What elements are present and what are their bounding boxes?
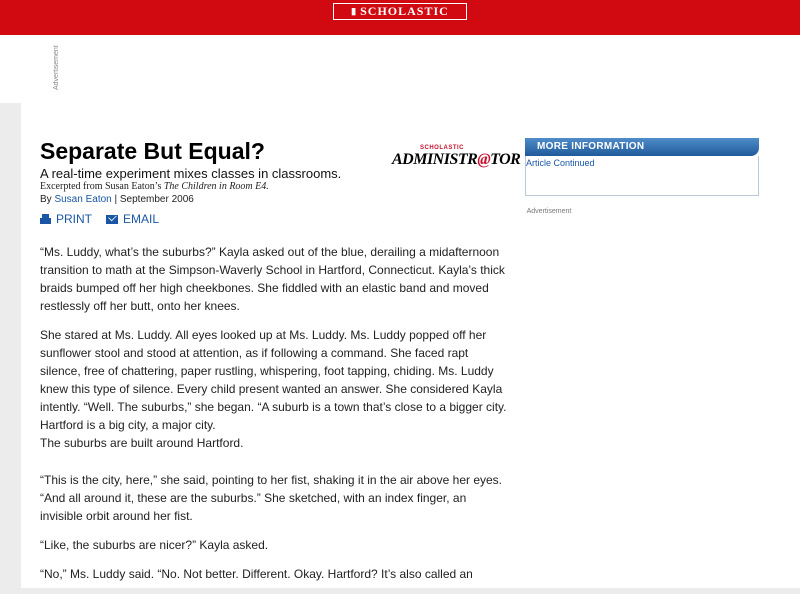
administrator-logo-small: SCHOLASTIC <box>420 145 464 151</box>
logo-part-a: ADMINISTR <box>392 151 478 168</box>
paragraph: “Ms. Luddy, what’s the suburbs?” Kayla asked out of the blue, derailing a midafternoon transition to math at the Simpson-Waverly School in Hartford, Connecticut. Kayla’s thick braids bumped off her high cheekbones. She fiddled with an elastic band and moved restlessly off her butt, onto her knees. <box>40 245 505 313</box>
logo-part-b: TOR <box>490 151 521 168</box>
paragraph: “No,” Ms. Luddy said. “No. Not better. Different. Okay. Hartford? It’s also called an <box>40 567 473 581</box>
article-date: | September 2006 <box>111 194 194 205</box>
print-button[interactable] <box>40 212 92 226</box>
author-link[interactable]: Susan Eaton <box>54 194 112 205</box>
top-bar <box>0 0 800 35</box>
article-deck: A real-time experiment mixes classes in classrooms. <box>40 166 342 181</box>
book-icon: ▮ <box>351 6 358 16</box>
byline <box>40 194 194 205</box>
logo-text: SCHOLASTIC <box>360 4 449 18</box>
excerpt-book: The Children in Room E4. <box>163 181 269 192</box>
ad-band <box>0 35 800 103</box>
email-label: EMAIL <box>123 212 160 226</box>
excerpt-prefix: Excerpted from Susan Eaton’s <box>40 181 164 192</box>
article-tools <box>40 212 159 226</box>
logo-at: @ <box>477 151 491 168</box>
sidebar-ad-label: Advertisement <box>526 208 572 215</box>
administrator-logo <box>392 145 521 173</box>
ad-label-vertical: Advertisement <box>53 45 60 91</box>
paragraph: The suburbs are built around Hartford. <box>40 436 244 450</box>
print-label: PRINT <box>56 212 92 226</box>
email-button[interactable] <box>106 212 159 226</box>
sidebar <box>525 138 759 215</box>
article-title: Separate But Equal? <box>40 138 265 164</box>
administrator-logo-wordmark <box>392 151 520 169</box>
printer-icon <box>40 214 51 224</box>
more-info-header: MORE INFORMATION <box>525 138 759 156</box>
article-continued-link[interactable]: Article Continued <box>526 158 595 168</box>
article-body <box>40 243 510 594</box>
paragraph: “Like, the suburbs are nicer?” Kayla asked. <box>40 538 269 552</box>
excerpt-note <box>40 181 269 192</box>
paragraph: “This is the city, here,” she said, pointing to her fist, shaking it in the air above her eyes. “And all around it, these are the suburbs.” She sketched, with an index finger, an invisible orbit around her fist. <box>40 473 503 523</box>
paragraph: She stared at Ms. Luddy. All eyes looked up at Ms. Luddy. Ms. Luddy popped off her sunflower stool and stood at attention, as if following a command. She faced rapt silence, free of chattering, paper rustling, whispering, foot tapping, chiding. Ms. Luddy knew this type of silence. Every child present wanted an answer. She considered Kayla intently. “Well. The suburbs,” she began. “A suburb is a town that’s close to a bigger city. Hartford is a big city, a major city. <box>40 328 507 432</box>
envelope-icon <box>106 215 118 224</box>
byline-prefix: By <box>40 194 55 205</box>
scholastic-logo[interactable] <box>333 3 467 20</box>
more-info-box <box>525 156 759 196</box>
